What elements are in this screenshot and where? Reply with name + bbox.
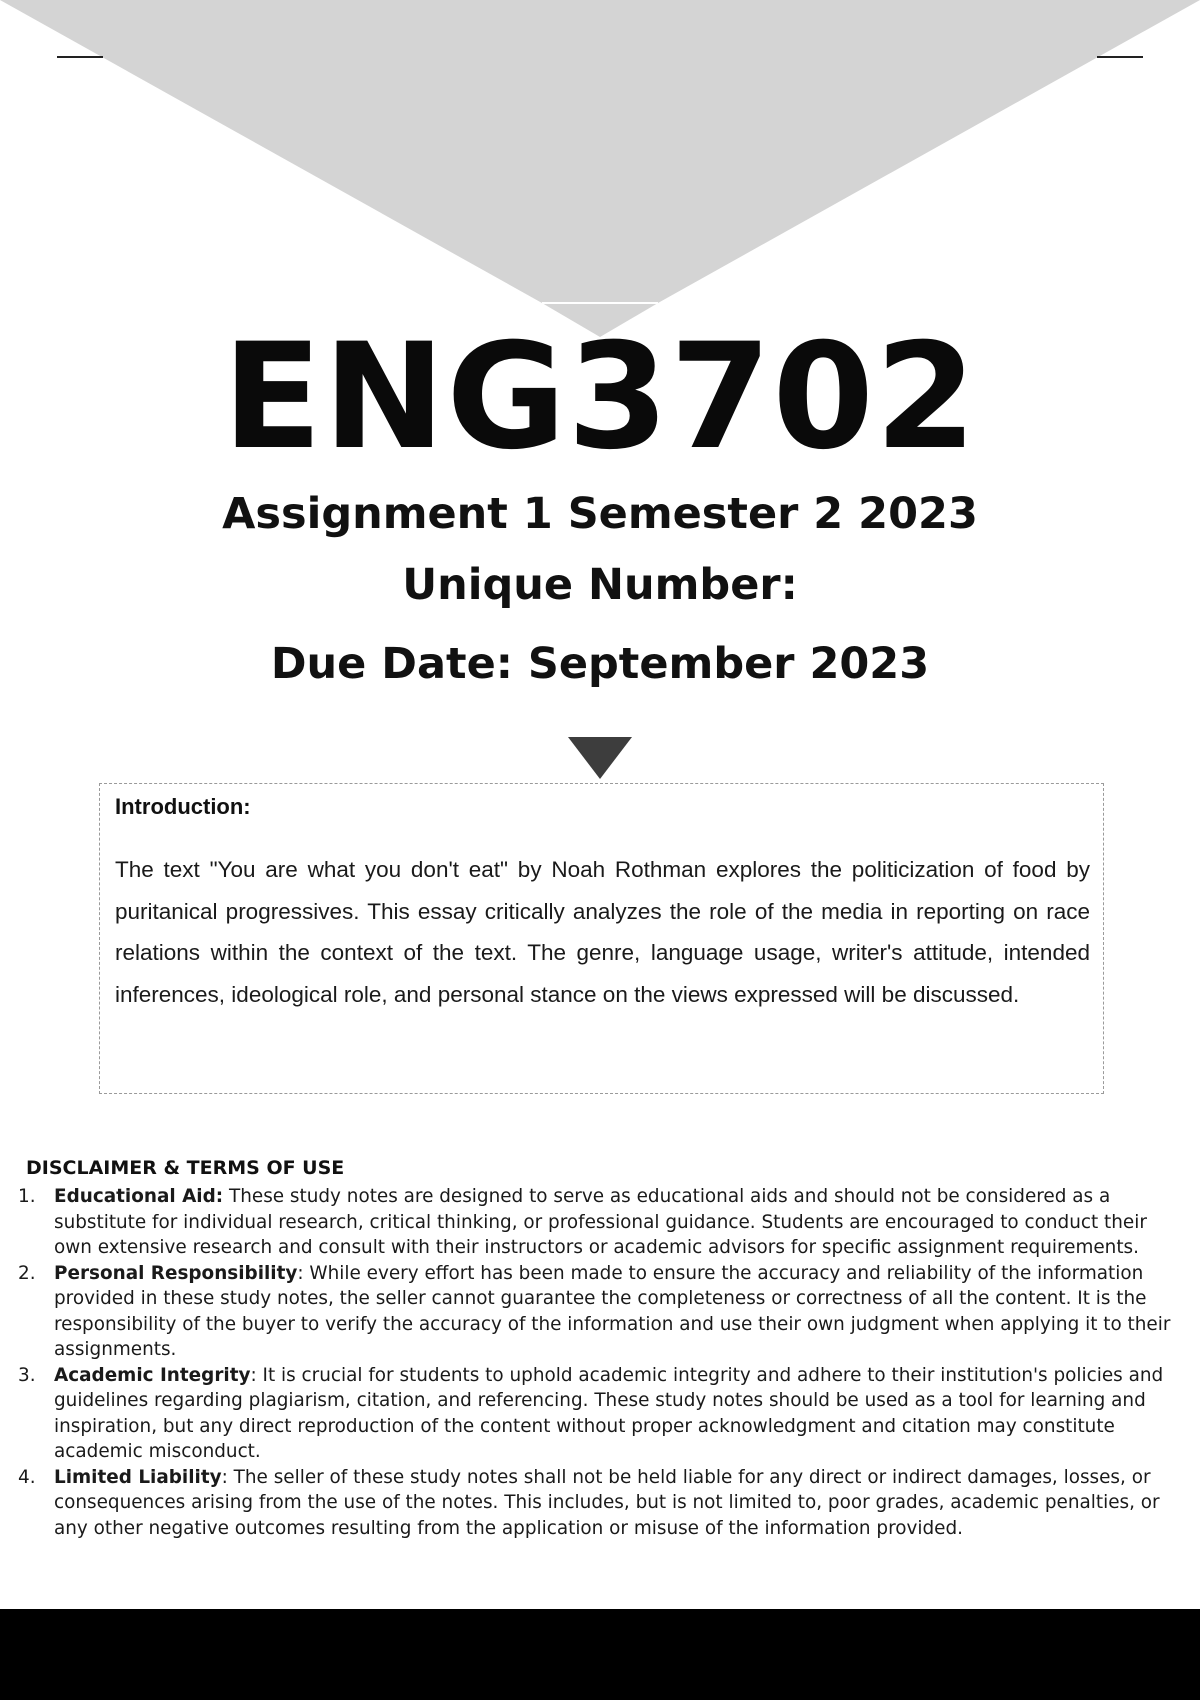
introduction-body: The text "You are what you don't eat" by Noah Rothman explores the politicization of food by puritanical progressives. This essay critically analyzes the role of the media in reporting on race relations within the context of the text. The genre, language usage, writer's attitude, intended inferences, ideological role, and personal stance on the views expressed will be discussed. [115, 857, 1090, 1007]
item-text: These study notes are designed to serve as educational aids and should not be considered as a substitute for individual research, critical thinking, or professional guidance. Students are encouraged to conduct their own extensive research and consult with their instructors or academic advisors for specific assignment requirements. [54, 1186, 1147, 1258]
item-title: Educational Aid: [54, 1186, 224, 1207]
item-number: 2. [18, 1262, 36, 1284]
item-text: : It is crucial for students to uphold academic integrity and adhere to their institution's policies and guidelines regarding plagiarism, citation, and referencing. These study notes should be used as a tool for learning and inspiration, but any direct reproduction of the content without proper acknowledgment and citation may constitute academic misconduct. [54, 1364, 1164, 1462]
assignment-line: Assignment 1 Semester 2 2023 [222, 489, 978, 539]
item-title: Academic Integrity [54, 1364, 251, 1386]
corner-rule-right [1097, 56, 1143, 58]
item-number: 4. [18, 1466, 36, 1488]
disclaimer-item-limited-liability [18, 1465, 1186, 1542]
disclaimer-list [18, 1184, 1186, 1541]
introduction-box [99, 783, 1104, 1094]
disclaimer-item-personal-responsibility [18, 1261, 1186, 1363]
due-date-line: Due Date: September 2023 [270, 639, 930, 689]
item-title: Limited Liability [54, 1466, 222, 1488]
disclaimer-item-educational-aid [18, 1184, 1186, 1261]
disclaimer-item-academic-integrity [18, 1363, 1186, 1465]
footer-black-bar [0, 1609, 1200, 1700]
item-text: : The seller of these study notes shall not be held liable for any direct or indirect damages, losses, or consequences arising from the use of the notes. This includes, but is not limited to, poor grades, academic penalties, or any other negative outcomes resulting from the application or misuse of the information provided. [54, 1466, 1160, 1539]
banner-triangle-large [0, 0, 1200, 303]
unique-number-line: Unique Number: [402, 560, 798, 610]
banner-triangle-graphic [0, 0, 1200, 345]
introduction-heading: Introduction: [115, 794, 251, 819]
item-number: 1. [18, 1186, 36, 1207]
item-text: : While every effort has been made to ensure the accuracy and reliability of the information provided in these study notes, the seller cannot guarantee the completeness or correctness of all the content. It is the responsibility of the buyer to verify the accuracy of the information and use their own judgment when applying it to their assignments. [54, 1262, 1171, 1360]
item-number: 3. [18, 1364, 36, 1386]
course-code-title: ENG3702 [222, 312, 978, 482]
disclaimer-heading: DISCLAIMER & TERMS OF USE [26, 1157, 345, 1179]
item-title: Personal Responsibility [54, 1262, 298, 1284]
corner-rule-left [57, 56, 103, 58]
down-triangle-icon [568, 737, 632, 779]
